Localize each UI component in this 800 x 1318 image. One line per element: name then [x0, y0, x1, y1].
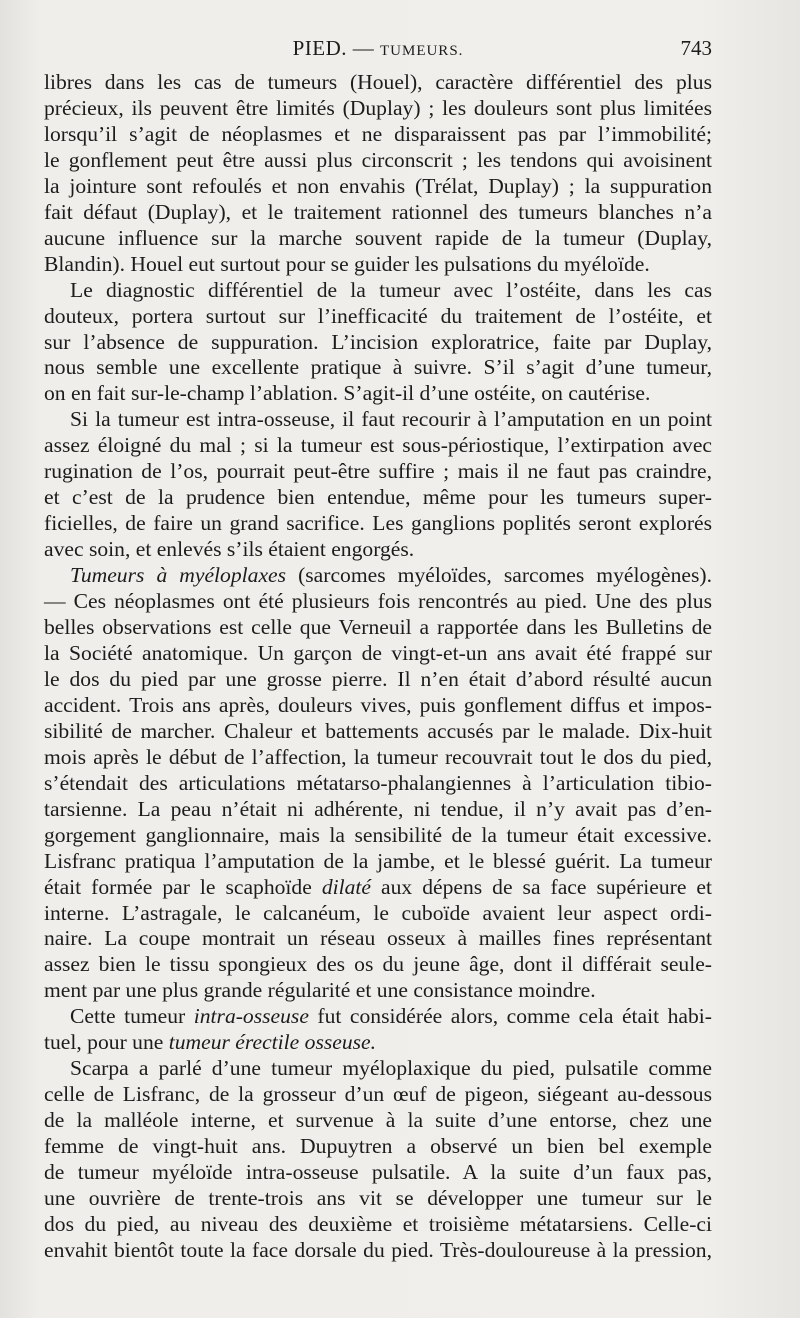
text-line [44, 745, 712, 771]
text-line [44, 70, 712, 96]
line-text: le gonflement peut être aussi plus circonscrit ; les tendons qui avoisinent [44, 147, 712, 172]
italic-text: Tumeurs à myéloplaxes [70, 563, 287, 588]
line-text: mois après le début de l’affection, la tumeur recouvrait tout le dos du pied, [44, 744, 712, 769]
line-text: de la malléole interne, et survenue à la suite d’une entorse, chez une [44, 1108, 712, 1133]
text-line [44, 355, 712, 381]
line-text: la Société anatomique. Un garçon de vingt-et-un ans avait été frappé sur [44, 640, 712, 665]
text-line [44, 278, 712, 304]
text-line [44, 667, 712, 693]
line-text: libres dans les cas de tumeurs (Houel), caractère différentiel des plus [44, 70, 712, 94]
line-text: nous semble une excellente pratique à suivre. S’il s’agit d’une tumeur, [44, 355, 712, 380]
line-text: rugination de l’os, pourrait peut-être suffire ; mais il ne faut pas craindre, [44, 459, 712, 484]
text-line [44, 978, 712, 1004]
line-text: Si la tumeur est intra-osseuse, il faut recourir à l’amputation en un point [70, 407, 712, 432]
line-text: douteux, portera surtout sur l’inefficacité du traitement de l’ostéite, et [44, 303, 712, 328]
line-text: le dos du pied par une grosse pierre. Il n’en était d’abord résulté aucun [44, 666, 712, 691]
line-text: et c’est de la prudence bien entendue, même pour les tumeurs super- [44, 485, 712, 510]
text-line [44, 459, 712, 485]
text-line [44, 226, 712, 252]
line-text: une ouvrière de trente-trois ans vit se développer une tumeur sur le [44, 1185, 712, 1210]
line-text: s’étendait des articulations métatarso-phalangiennes à l’articulation tibio- [44, 770, 712, 795]
text-line [44, 1134, 712, 1160]
text-line [44, 1082, 712, 1108]
line-text: fut considérée alors, comme cela était habi- [308, 1004, 712, 1029]
text-line [44, 849, 712, 875]
text-line [44, 1238, 712, 1264]
text-line [44, 1004, 712, 1030]
line-text: la jointure sont refoulés et non envahis (Trélat, Duplay) ; la suppuration [44, 173, 712, 198]
text-line [44, 1160, 712, 1186]
text-line [44, 407, 712, 433]
line-text: accident. Trois ans après, douleurs vives, puis gonflement diffus et impos- [44, 692, 712, 717]
line-text: dos du pied, au niveau des deuxième et troisième métatarsiens. Celle-ci [44, 1211, 712, 1236]
text-line [44, 537, 712, 563]
line-text: avec soin, et enlevés s’ils étaient engorgés. [44, 537, 415, 562]
text-line [44, 589, 712, 615]
italic-text: intra-osseuse [193, 1004, 309, 1029]
text-line [44, 174, 712, 200]
line-text: assez éloigné du mal ; si la tumeur est sous-périostique, l’extirpation avec [44, 433, 712, 458]
text-line [44, 771, 712, 797]
running-title-main: PIED. [292, 36, 347, 60]
text-line [44, 148, 712, 174]
text-line [44, 641, 712, 667]
line-text: on en fait sur-le-champ l’ablation. S’agit-il d’une ostéite, on cautérise. [44, 381, 651, 406]
italic-text: tumeur érectile osseuse. [168, 1030, 377, 1055]
line-text: ment par une plus grande régularité et une consistance moindre. [44, 978, 596, 1003]
text-line [44, 797, 712, 823]
line-text: celle de Lisfranc, de la grosseur d’un œuf de pigeon, siégeant au-dessous [44, 1082, 712, 1107]
line-text: envahit bientôt toute la face dorsale du pied. Très-douloureuse à la pression, [44, 1237, 712, 1262]
line-text: tarsienne. La peau n’était ni adhérente, ni tendue, il n’y avait pas d’en- [44, 796, 712, 821]
running-header [44, 36, 712, 66]
text-line [44, 1030, 712, 1056]
italic-text: dilaté [321, 874, 372, 899]
text-line [44, 1212, 712, 1238]
running-title-dash: — [352, 36, 375, 60]
text-line [44, 485, 712, 511]
text-line [44, 615, 712, 641]
text-line [44, 1108, 712, 1134]
line-text: interne. L’astragale, le calcanéum, le cuboïde avaient leur aspect ordi- [44, 900, 712, 925]
text-line [44, 381, 712, 407]
text-line [44, 252, 712, 278]
text-line [44, 1056, 712, 1082]
line-text: Le diagnostic différentiel de la tumeur avec l’ostéite, dans les cas [70, 277, 712, 302]
line-text: (sarcomes myéloïdes, sarcomes myélogènes). [286, 563, 713, 588]
line-text: était formée par le scaphoïde [44, 874, 322, 899]
line-text: lorsqu’il s’agit de néoplasmes et ne disparaissent pas par l’immobilité; [44, 121, 712, 146]
text-line [44, 719, 712, 745]
text-line [44, 96, 712, 122]
line-text: assez bien le tissu spongieux des os du jeune âge, dont il différait seule- [44, 952, 712, 977]
text-line [44, 693, 712, 719]
line-text: Blandin). Houel eut surtout pour se guider les pulsations du myéloïde. [44, 251, 650, 276]
line-text: sibilité de marcher. Chaleur et battements accusés par le malade. Dix-huit [44, 718, 712, 743]
text-line [44, 823, 712, 849]
line-text: belles observations est celle que Verneuil a rapportée dans les Bulletins de [44, 615, 712, 640]
text-line [44, 433, 712, 459]
line-text: fait défaut (Duplay), et le traitement rationnel des tumeurs blanches n’a [44, 199, 712, 224]
line-text: Cette tumeur [70, 1004, 194, 1029]
running-title [44, 36, 712, 61]
text-line [44, 122, 712, 148]
text-line [44, 304, 712, 330]
text-line [44, 875, 712, 901]
line-text: de tumeur myéloïde intra-osseuse pulsatile. A la suite d’un faux pas, [44, 1160, 712, 1185]
text-line [44, 511, 712, 537]
line-text: aux dépens de sa face supérieure et [371, 874, 712, 899]
text-line [44, 901, 712, 927]
page-number: 743 [680, 36, 712, 60]
line-text: Scarpa a parlé d’une tumeur myéloplaxique du pied, pulsatile comme [70, 1056, 712, 1081]
line-text: femme de vingt-huit ans. Dupuytren a observé un bien bel exemple [44, 1134, 712, 1159]
text-line [44, 952, 712, 978]
line-text: sur l’absence de suppuration. L’incision exploratrice, faite par Duplay, [44, 329, 712, 354]
text-line [44, 200, 712, 226]
line-text: — Ces néoplasmes ont été plusieurs fois rencontrés au pied. Une des plus [44, 589, 712, 614]
body-text [44, 70, 712, 1264]
line-text: Lisfranc pratiqua l’amputation de la jambe, et le blessé guérit. La tumeur [44, 848, 712, 873]
text-line [44, 330, 712, 356]
line-text: gorgement ganglionnaire, mais la sensibilité de la tumeur était excessive. [44, 822, 712, 847]
line-text: tuel, pour une [44, 1030, 169, 1055]
text-line [44, 563, 712, 589]
line-text: précieux, ils peuvent être limités (Duplay) ; les douleurs sont plus limitées [44, 95, 712, 120]
line-text: naire. La coupe montrait un réseau osseux à mailles fines représentant [44, 926, 712, 951]
text-line [44, 1186, 712, 1212]
line-text: ficielles, de faire un grand sacrifice. Les ganglions poplités seront explorés [44, 511, 712, 536]
line-text: aucune influence sur la marche souvent rapide de la tumeur (Duplay, [44, 225, 712, 250]
running-title-sub: TUMEURS. [379, 43, 464, 59]
text-line [44, 926, 712, 952]
